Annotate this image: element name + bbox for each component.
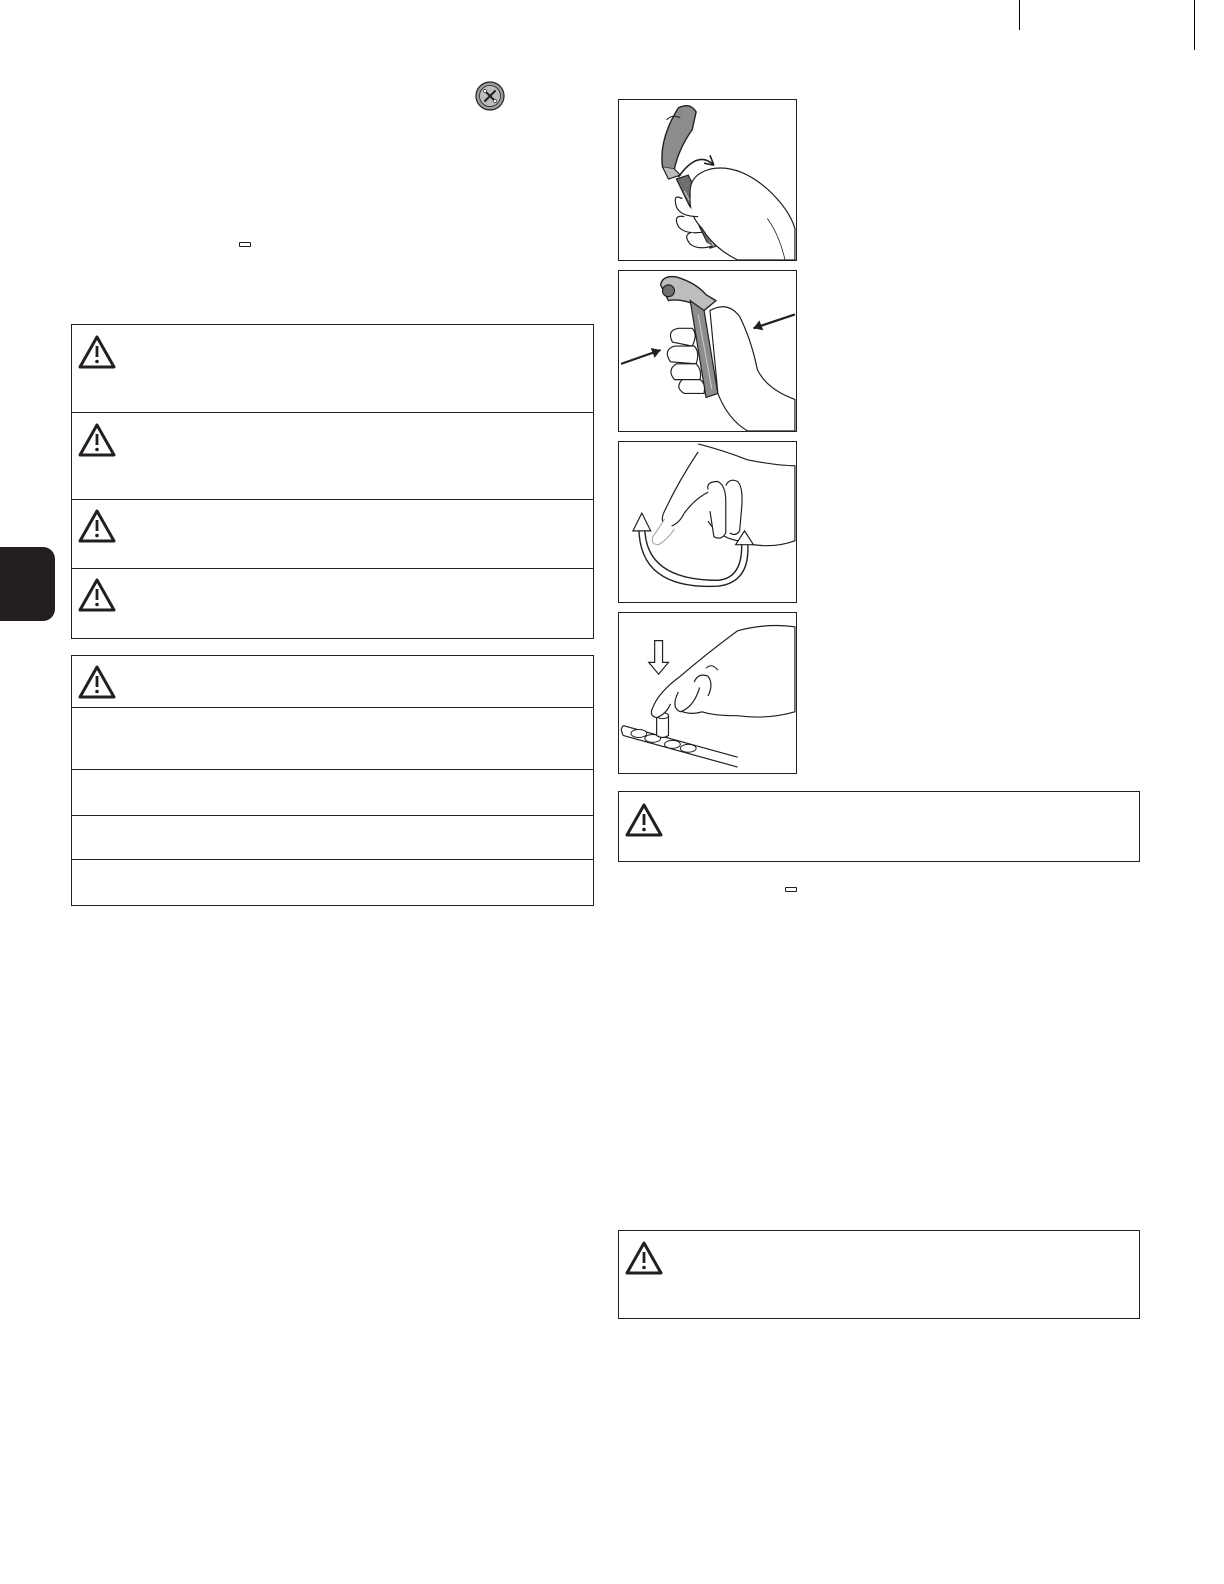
figure-squeeze-handle: [618, 270, 797, 432]
warning-list-row: [72, 708, 593, 770]
warning-box-right-1: [618, 791, 1140, 862]
warning-triangle-icon: [78, 665, 116, 699]
warning-triangle-icon: [625, 803, 663, 837]
warning-row: [72, 413, 593, 500]
warning-row: [72, 500, 593, 569]
warning-triangle-icon: [625, 1241, 663, 1275]
figure-open-handle: [618, 99, 797, 261]
warning-box-left-2: [71, 655, 594, 906]
warning-list-row: [72, 816, 593, 860]
warning-box-right-2: [618, 1230, 1140, 1319]
tool-gear-icon: [475, 81, 505, 111]
warning-list-row: [72, 770, 593, 816]
warning-row: [72, 325, 593, 413]
warning-triangle-icon: [78, 509, 116, 543]
section-thumb-tab: [0, 547, 55, 621]
warning-triangle-icon: [78, 335, 116, 369]
crop-mark-right: [1194, 0, 1195, 50]
warning-row: [72, 569, 593, 638]
figure-press-down: [618, 612, 797, 774]
warning-triangle-icon: [78, 423, 116, 457]
crop-mark-top: [1019, 0, 1020, 30]
button-symbol-icon: [239, 242, 251, 247]
warning-list-row: [72, 860, 593, 905]
warning-triangle-icon: [78, 578, 116, 612]
warning-box-left-1: [71, 324, 594, 639]
button-symbol-icon: [785, 887, 797, 892]
figure-rotate-hand: [618, 441, 797, 603]
warning-header-row: [72, 656, 593, 708]
